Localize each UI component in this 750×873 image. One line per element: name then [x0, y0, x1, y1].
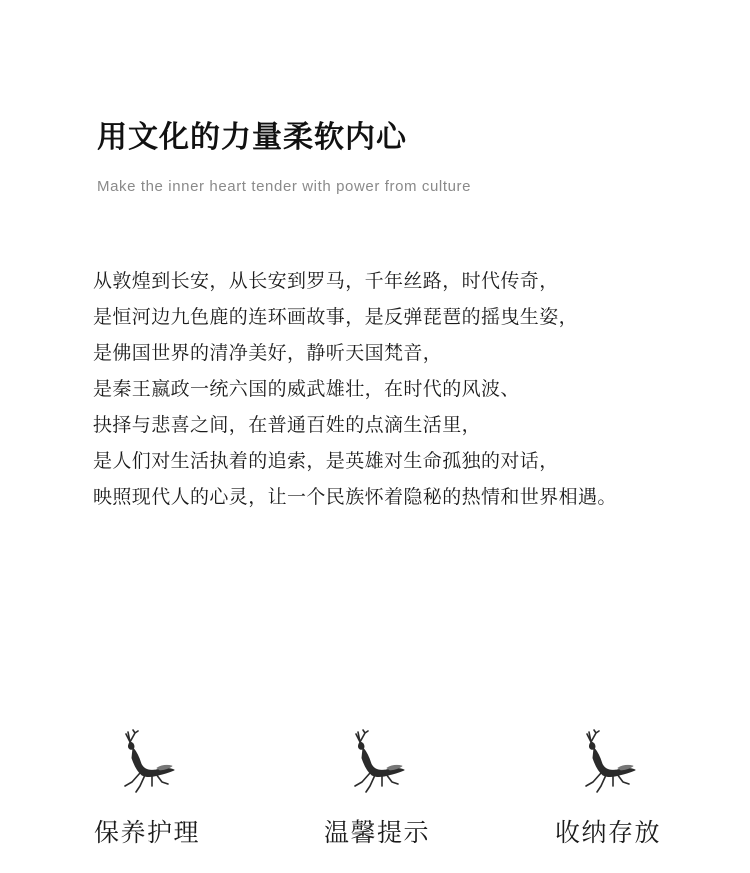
poem-line: 是佛国世界的清净美好，静听天国梵音， — [93, 342, 443, 364]
poem-line: 抉择与悲喜之间，在普通百姓的点滴生活里， — [93, 414, 482, 436]
deer-icon — [112, 728, 182, 798]
footer-label: 保养护理 — [93, 818, 200, 847]
warm-tips-item[interactable] — [277, 728, 477, 868]
footer-label: 收纳存放 — [554, 818, 661, 847]
page-title: 用文化的力量柔软内心 — [97, 120, 407, 155]
poem-line: 是秦王嬴政一统六国的威武雄壮，在时代的风波、 — [93, 378, 520, 400]
page-subtitle: Make the inner heart tender with power from culture — [97, 178, 472, 195]
poem-line: 是人们对生活执着的追索，是英雄对生命孤独的对话， — [93, 450, 559, 472]
poem-line: 是恒河边九色鹿的连环画故事，是反弹琵琶的摇曳生姿， — [93, 306, 579, 328]
footer-label: 温馨提示 — [323, 818, 430, 847]
poem-line: 映照现代人的心灵，让一个民族怀着隐秘的热情和世界相遇。 — [93, 486, 617, 508]
deer-icon — [573, 728, 643, 798]
deer-icon — [342, 728, 412, 798]
poem-line: 从敦煌到长安，从长安到罗马，千年丝路，时代传奇， — [93, 270, 559, 292]
care-maintenance-item[interactable] — [47, 728, 247, 868]
storage-item[interactable] — [508, 728, 708, 868]
poem-text — [93, 263, 617, 515]
footer-nav — [0, 728, 750, 868]
